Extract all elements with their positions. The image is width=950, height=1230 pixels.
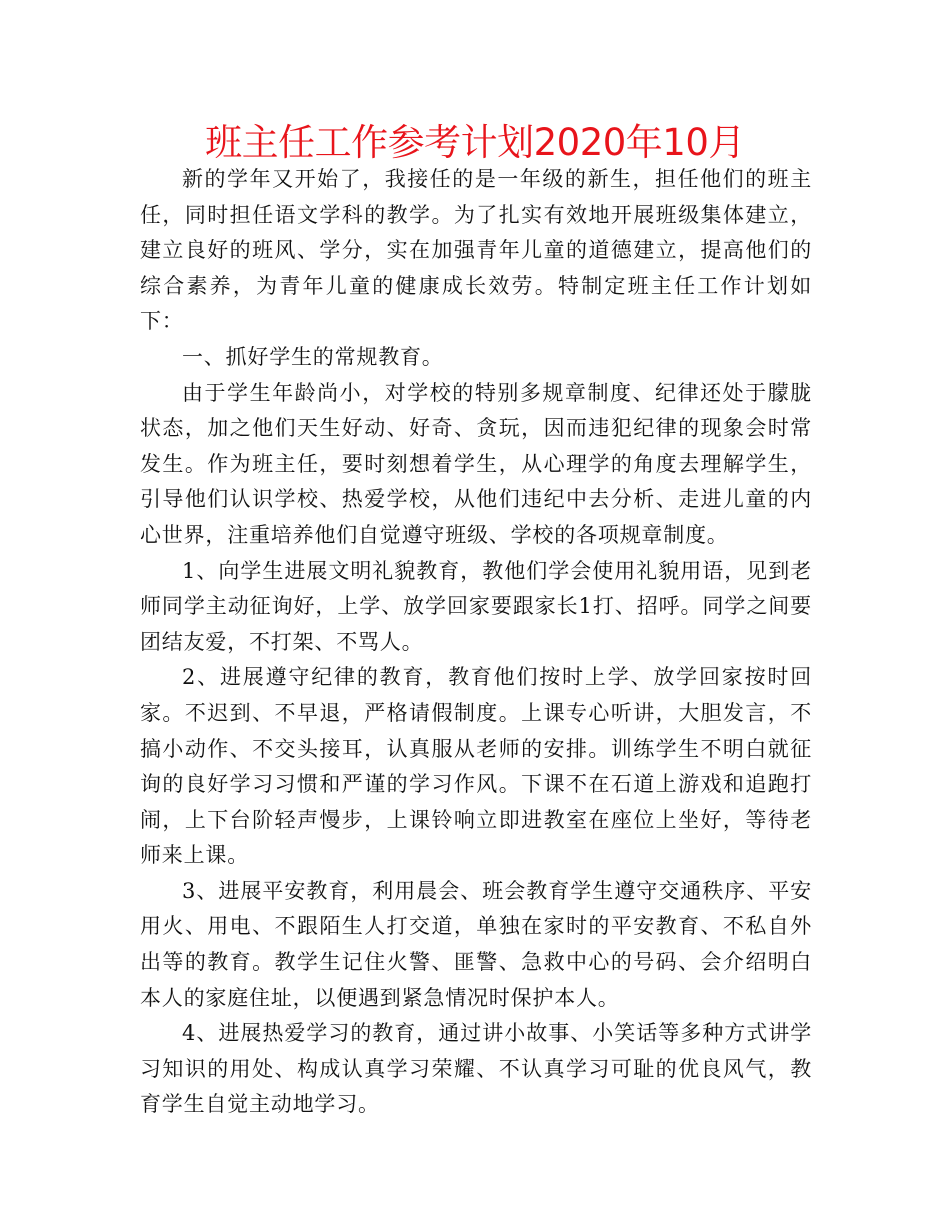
paragraph-item-1: 1、向学生进展文明礼貌教育，教他们学会使用礼貌用语，见到老师同学主动征询好，上学、放学回家要跟家长1打、招呼。同学之间要团结友爱，不打架、不骂人。 [140, 558, 812, 654]
paragraph-item-4: 4、进展热爱学习的教育，通过讲小故事、小笑话等多种方式讲学习知识的用处、构成认真学习荣耀、不认真学习可耻的优良风气，教育学生自觉主动地学习。 [140, 1021, 812, 1117]
paragraph-intro: 新的学年又开始了，我接任的是一年级的新生，担任他们的班主任，同时担任语文学科的教学。为了扎实有效地开展班级集体建立，建立良好的班风、学分，实在加强青年儿童的道德建立，提高他们的综合素养，为青年儿童的健康成长效劳。特制定班主任工作计划如下： [140, 167, 812, 334]
paragraph-item-2: 2、进展遵守纪律的教育，教育他们按时上学、放学回家按时回家。不迟到、不早退，严格请假制度。上课专心听讲，大胆发言，不搞小动作、不交头接耳，认真服从老师的安排。训练学生不明白就征询的良好学习习惯和严谨的学习作风。下课不在石道上游戏和追跑打闹，上下台阶轻声慢步，上课铃响立即进教室在座位上坐好，等待老师来上课。 [140, 665, 812, 868]
section-heading-1: 一、抓好学生的常规教育。 [182, 344, 444, 369]
document-title: 班主任工作参考计划2020年10月 [205, 121, 745, 164]
document-body [140, 162, 812, 1123]
paragraph-item-3: 3、进展平安教育，利用晨会、班会教育学生遵守交通秩序、平安用火、用电、不跟陌生人打交道，单独在家时的平安教育、不私自外出等的教育。教学生记住火警、匪警、急救中心的号码、会介绍明白本人的家庭住址，以便遇到紧急情况时保护本人。 [140, 878, 812, 1010]
paragraph-routine-education: 由于学生年龄尚小，对学校的特别多规章制度、纪律还处于朦胧状态，加之他们天生好动、好奇、贪玩，因而违犯纪律的现象会时常发生。作为班主任，要时刻想着学生，从心理学的角度去理解学生，引导他们认识学校、热爱学校，从他们违纪中去分析、走进儿童的内心世界，注重培养他们自觉遵守班级、学校的各项规章制度。 [140, 380, 812, 547]
